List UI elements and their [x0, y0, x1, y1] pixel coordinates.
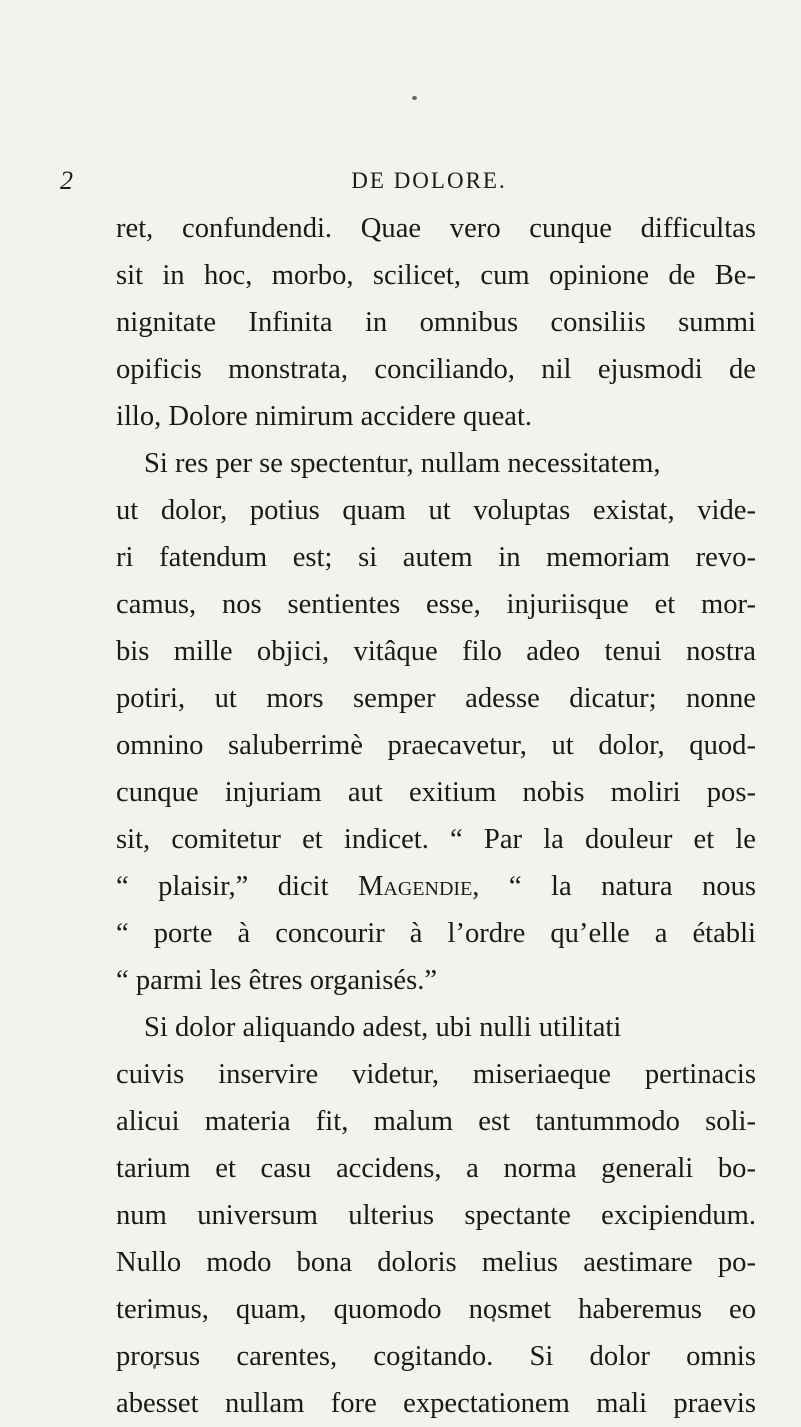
- text-line: “ parmi les êtres organisés.”: [116, 965, 438, 996]
- text-line: tarium et casu accidens, a norma generali bo-: [116, 1153, 756, 1184]
- text-line: terimus, quam, quomodo nosmet haberemus eo: [116, 1294, 756, 1325]
- text-line: camus, nos sentientes esse, injuriisque et mor-: [116, 589, 756, 620]
- text-segment: , “ la natura nous: [472, 871, 756, 902]
- text-line: Si res per se spectentur, nullam necessitatem,: [144, 448, 661, 479]
- text-line: bis mille objici, vitâque filo adeo tenui nostra: [116, 636, 756, 667]
- text-line: abesset nullam fore expectationem mali praevis: [116, 1388, 756, 1419]
- author-name: Magendie: [358, 871, 473, 902]
- text-line: Si dolor aliquando adest, ubi nulli utilitati: [144, 1012, 622, 1043]
- text-line: sit in hoc, morbo, scilicet, cum opinione de Be-: [116, 260, 756, 291]
- text-line: potiri, ut mors semper adesse dicatur; nonne: [116, 683, 756, 714]
- text-line: num universum ulterius spectante excipiendum.: [116, 1200, 756, 1231]
- text-line: opificis monstrata, conciliando, nil ejusmodi de: [116, 354, 756, 385]
- text-line: cunque injuriam aut exitium nobis moliri pos-: [116, 777, 756, 808]
- text-line: ut dolor, potius quam ut voluptas existat, vide-: [116, 495, 756, 526]
- text-line: ret, confundendi. Quae vero cunque difficultas: [116, 213, 756, 244]
- text-line: nignitate Infinita in omnibus consiliis summi: [116, 307, 756, 338]
- running-title: DE DOLORE.: [351, 168, 507, 193]
- text-line: illo, Dolore nimirum accidere queat.: [116, 401, 533, 432]
- text-line: omnino saluberrimè praecavetur, ut dolor, quod-: [116, 730, 756, 761]
- ink-speck: [412, 96, 417, 100]
- body-text: [116, 205, 756, 1427]
- running-head: [60, 166, 760, 196]
- text-segment: “ plaisir,” dicit: [116, 871, 358, 902]
- text-line: “ porte à concourir à l’ordre qu’elle a établi: [116, 918, 756, 949]
- text-line: sit, comitetur et indicet. “ Par la douleur et le: [116, 824, 756, 855]
- text-line: alicui materia fit, malum est tantummodo soli-: [116, 1106, 756, 1137]
- text-line: Nullo modo bona doloris melius aestimare po-: [116, 1247, 756, 1278]
- text-line: [116, 863, 756, 910]
- text-line: cuivis inservire videtur, miseriaeque pertinacis: [116, 1059, 756, 1090]
- text-line: ri fatendum est; si autem in memoriam revo-: [116, 542, 756, 573]
- text-line: prorsus carentes, cogitando. Si dolor omnis: [116, 1341, 756, 1372]
- page-number: 2: [60, 166, 73, 195]
